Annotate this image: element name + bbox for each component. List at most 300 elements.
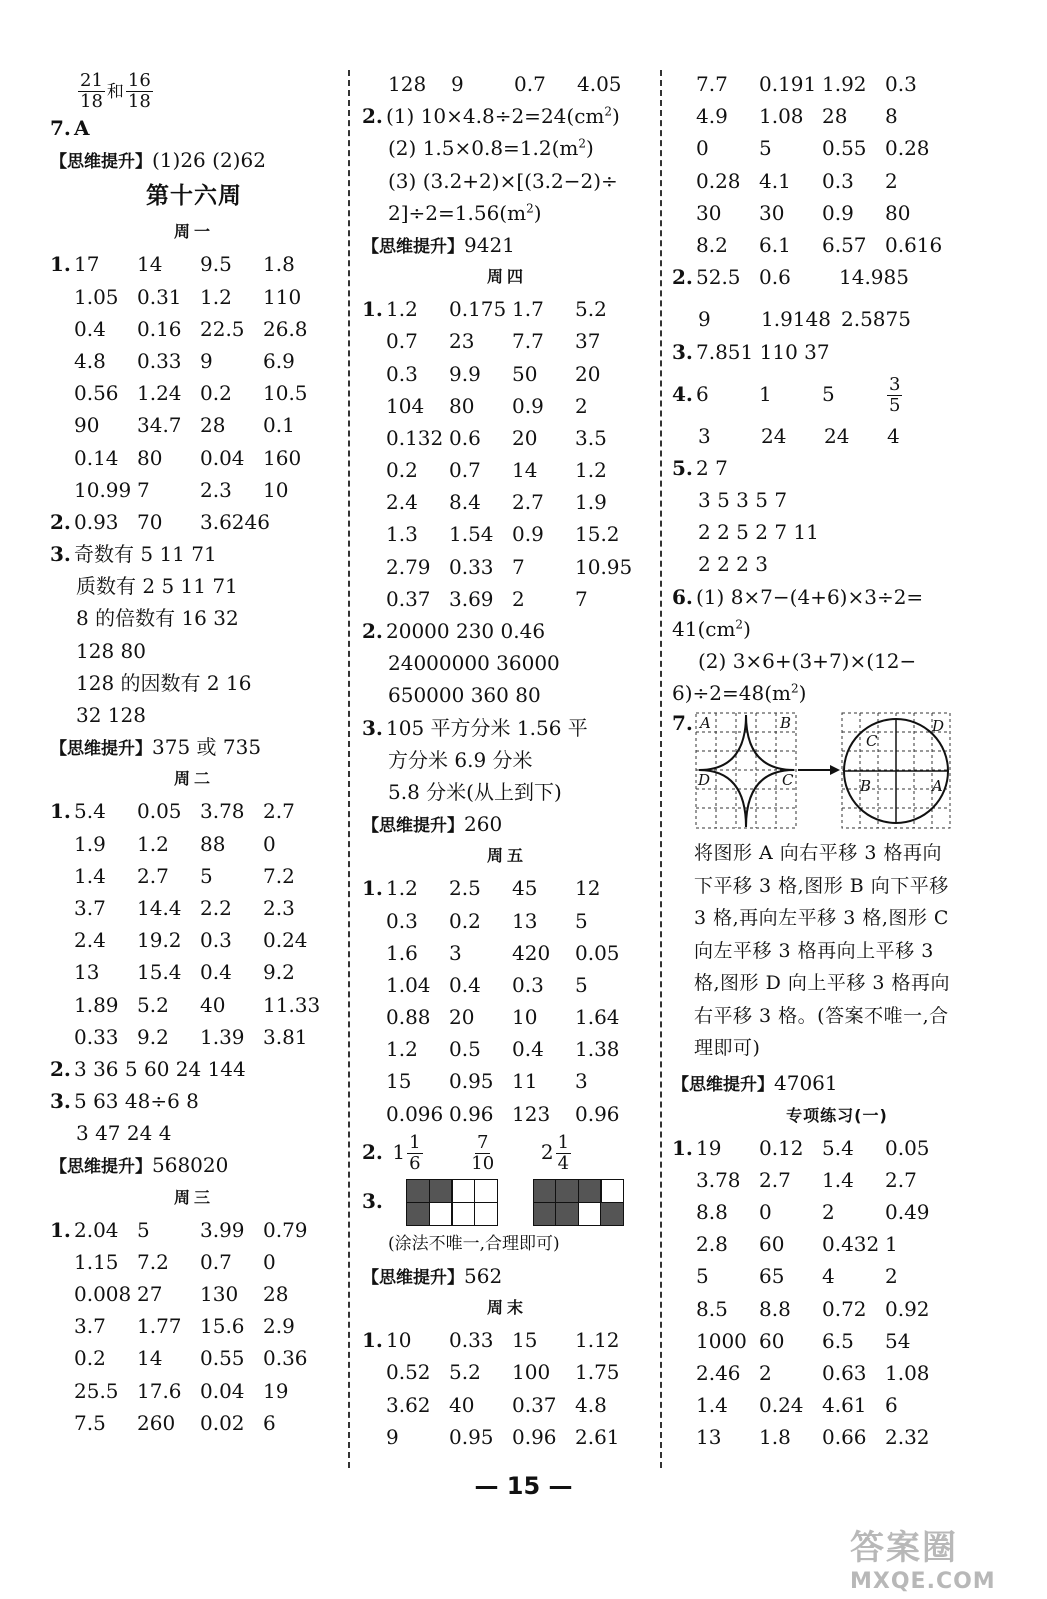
- answer-cell: 88: [200, 831, 226, 856]
- q7-figure-row: [672, 709, 1002, 837]
- answer-cell: 5: [759, 136, 772, 161]
- answer-cell: 4.61: [822, 1393, 867, 1418]
- joiner-text: 和: [106, 82, 124, 102]
- answer-cell: 5: [575, 908, 588, 933]
- answer-cell: 1.4: [696, 1393, 728, 1418]
- answer-cell: 1.2: [575, 458, 607, 483]
- answer-cell: 1.12: [575, 1328, 620, 1353]
- answer-cell: 10: [263, 477, 289, 502]
- answer-cell: 0.93: [74, 509, 119, 534]
- label-d: D: [698, 771, 711, 790]
- answer-cell: 13: [696, 1425, 722, 1450]
- label-c-2: C: [866, 732, 878, 751]
- answer-cell: 2.4: [74, 928, 106, 953]
- answer-row: [362, 1421, 652, 1453]
- answer-cell: 14: [137, 252, 163, 277]
- answer-line: 41(cm: [672, 616, 736, 641]
- answer-cell: 1.15: [74, 1249, 119, 1274]
- answer-cell: 34.7: [137, 413, 182, 438]
- mon-q2: [50, 506, 338, 538]
- answer-cell: 80: [885, 200, 911, 225]
- answer-row: [362, 293, 652, 325]
- answer-cell: 6: [885, 1393, 898, 1418]
- answer-row: [362, 422, 652, 454]
- answer-cell: 0.16: [137, 316, 182, 341]
- q3-line: [672, 336, 1002, 368]
- answer-cell: 6.9: [263, 348, 295, 373]
- answer-cell: 1.38: [575, 1037, 620, 1062]
- answer-cell: 15: [512, 1328, 538, 1353]
- answer-cell: 2.3: [263, 895, 295, 920]
- answer-cell: 4.8: [575, 1392, 607, 1417]
- superscript: 2: [604, 104, 612, 119]
- answer-cell: 260: [137, 1410, 176, 1435]
- answer-cell: 123: [512, 1101, 551, 1126]
- day-title-weekend: 周末: [486, 1298, 527, 1318]
- answer-cell: 6.57: [822, 232, 867, 257]
- question-number: 1.: [362, 876, 383, 901]
- answer-cell: 3: [449, 940, 462, 965]
- answer-cell: 0.28: [885, 136, 930, 161]
- numerator: 3: [889, 373, 901, 395]
- answer-cell: 2: [575, 393, 588, 418]
- q2-line: [672, 261, 1002, 293]
- question-number: 1.: [50, 799, 71, 824]
- answer-cell: 24: [761, 423, 787, 448]
- answer-cell: 28: [263, 1282, 289, 1306]
- answer-cell: 420: [512, 940, 551, 965]
- answer-cell: 30: [759, 200, 785, 225]
- fraction: [887, 375, 902, 416]
- answer-cell: 1.9: [74, 831, 106, 856]
- question-number: 3.: [50, 1089, 71, 1114]
- answer-cell: 15.6: [200, 1314, 245, 1339]
- answer-cell: 2: [885, 1264, 898, 1289]
- watermark-text: 答案圈: [850, 1528, 958, 1568]
- answer-cell: 2: [885, 168, 898, 193]
- answer-cell: 0.4: [200, 960, 232, 985]
- answer-cell: 0.33: [74, 1024, 119, 1049]
- siwei-answer: [50, 1149, 338, 1181]
- tue-q3: [50, 1085, 338, 1117]
- answer-cell: 0.02: [200, 1410, 245, 1435]
- answer-row: [50, 313, 338, 345]
- answer-cell: 3: [575, 1069, 588, 1094]
- answer-cell: 24: [824, 423, 850, 448]
- answer-cell: 0.7: [449, 458, 481, 483]
- column-3: [672, 68, 1002, 1453]
- siwei-tag: 【思维提升】: [672, 1075, 774, 1096]
- numerator: 7: [476, 1131, 489, 1153]
- question-number: 7.: [50, 116, 71, 140]
- q6-line: [672, 581, 1002, 613]
- day-title-fri: 周五: [486, 846, 527, 866]
- answer-row: [50, 1214, 338, 1246]
- answer-cell: 22.5: [200, 316, 245, 341]
- answer-cell: 0.96: [449, 1101, 494, 1126]
- answer-row: [362, 1065, 652, 1097]
- wed-q1-grid: [50, 1214, 338, 1439]
- siwei-answer: [362, 1260, 652, 1292]
- answer-row: [672, 1293, 1002, 1325]
- answer-cell: 15.4: [137, 960, 182, 985]
- thu-q3: [362, 712, 652, 744]
- special-q1-grid: [672, 1132, 1002, 1454]
- answer-cell: 26.8: [263, 316, 308, 341]
- answer-cell: 1.75: [575, 1360, 620, 1385]
- question-number: 1.: [50, 252, 71, 277]
- fri-q3: [362, 1174, 652, 1228]
- answer-line: 质数有 2 5 11 71: [76, 574, 238, 599]
- answer-cell: 45: [512, 876, 538, 901]
- answer-line: 方分米 6.9 分米: [388, 747, 533, 772]
- shaded-grid-1: [406, 1179, 496, 1226]
- answer-cell: 5: [696, 1264, 709, 1289]
- answer-row: [672, 1260, 1002, 1292]
- answer-row: [50, 281, 338, 313]
- day-title-mon: 周一: [173, 222, 214, 242]
- label-b-2: B: [860, 777, 872, 796]
- answer-cell: 23: [449, 329, 475, 354]
- answer-cell: 25.5: [74, 1378, 119, 1403]
- answer-cell: 0.7: [200, 1249, 232, 1274]
- answer-cell: 5: [822, 381, 835, 406]
- answer-row: [672, 1196, 1002, 1228]
- column-2: [362, 68, 652, 1453]
- answer-cell: 11.33: [263, 992, 321, 1017]
- answer-cell: 11: [512, 1069, 538, 1094]
- siwei-text: 568020: [152, 1153, 229, 1178]
- answer-cell: 3.81: [263, 1024, 308, 1049]
- answer-row: [362, 551, 652, 583]
- q5-line: [672, 452, 1002, 484]
- answer-row: [672, 100, 1002, 132]
- answer-line: 2 2 2 3: [698, 552, 768, 577]
- mon-q3: [50, 538, 338, 570]
- answer-cell: 0.37: [386, 586, 431, 611]
- answer-row: [362, 1389, 652, 1421]
- answer-cell: 10.95: [575, 554, 633, 579]
- answer-cell: 0.14: [74, 445, 119, 470]
- answer-line: 3 47 24 4: [76, 1121, 172, 1146]
- answer-cell: 0.7: [386, 329, 418, 354]
- answer-cell: 0.88: [386, 1005, 431, 1030]
- answer-cell: 14.4: [137, 895, 182, 920]
- answer-cell: 0.05: [575, 940, 620, 965]
- denominator: 18: [80, 91, 103, 112]
- label-a: A: [700, 714, 711, 733]
- label-b: B: [780, 714, 792, 733]
- answer-cell: 7.2: [263, 863, 295, 888]
- answer-cell: 9.2: [263, 960, 295, 985]
- question-number: 1.: [362, 1328, 383, 1353]
- answer-cell: 17.6: [137, 1378, 182, 1403]
- answer-cell: 0.9: [822, 200, 854, 225]
- denominator: 4: [557, 1152, 570, 1174]
- answer-row: [50, 795, 338, 827]
- answer-cell: 5.4: [822, 1135, 854, 1160]
- column-divider-1: [348, 70, 350, 1468]
- answer-cell: 104: [386, 393, 425, 418]
- fraction: [556, 1133, 571, 1174]
- answer-cell: 15: [386, 1069, 412, 1094]
- answer-cell: 6.5: [822, 1328, 854, 1353]
- siwei-tag: 【思维提升】: [50, 739, 152, 760]
- answer-cell: 1.24: [137, 381, 182, 406]
- answer-row: [50, 442, 338, 474]
- answer-cell: 5: [575, 972, 588, 997]
- answer-cell: 1.39: [200, 1024, 245, 1049]
- answer-cell: 0.6: [759, 265, 791, 290]
- siwei-text: 260: [464, 812, 503, 837]
- question-number: 6.: [672, 584, 693, 609]
- answer-row: [672, 1421, 1002, 1453]
- answer-row: [672, 132, 1002, 164]
- answer-cell: 0.3: [386, 908, 418, 933]
- answer-cell: 12: [575, 876, 601, 901]
- answer-cell: 10: [386, 1328, 412, 1353]
- answer-row: [362, 583, 652, 615]
- answer-cell: 0.24: [263, 928, 308, 953]
- answer-cell: 2.5875: [841, 307, 911, 332]
- answer-cell: 6.1: [759, 232, 791, 257]
- answer-cell: 1.2: [137, 831, 169, 856]
- answer-cell: 5: [137, 1217, 150, 1242]
- column-1: [50, 68, 338, 1439]
- answer-line: (2) 3×6+(3+7)×(12−: [698, 649, 917, 673]
- answer-line: 5 63 48÷6 8: [74, 1089, 199, 1114]
- siwei-tag: 【思维提升】: [362, 1268, 464, 1288]
- answer-text: A: [74, 116, 90, 140]
- question-number: 2.: [50, 1056, 71, 1081]
- answer-row: [362, 1001, 652, 1033]
- answer-cell: 0.92: [885, 1296, 930, 1321]
- answer-cell: 3.6246: [200, 509, 270, 534]
- answer-line: 20000 230 0.46: [386, 619, 546, 643]
- answer-cell: 1.64: [575, 1005, 620, 1030]
- answer-cell: 0.4: [449, 972, 481, 997]
- shaded-grid-2: [533, 1179, 623, 1226]
- answer-cell: 1.7: [512, 297, 544, 322]
- answer-row: [50, 1021, 338, 1053]
- answer-line: 8 的倍数有 16 32: [76, 606, 239, 631]
- answer-cell: 0.4: [74, 316, 106, 341]
- q2-line: (2) $1.5\times 0.8=1.2(m^2)$: [388, 136, 594, 161]
- answer-row: [50, 989, 338, 1021]
- answer-cell: 0.3: [885, 72, 917, 96]
- answer-cell: 17: [74, 252, 100, 277]
- answer-cell: 0.3: [512, 972, 544, 997]
- answer-cell: 20: [575, 361, 601, 386]
- answer-cell: 27: [137, 1282, 163, 1306]
- answer-cell: 5.2: [137, 992, 169, 1017]
- answer-cell: 28: [822, 104, 848, 129]
- answer-cell: 6: [263, 1410, 276, 1435]
- answer-cell: 1.3: [386, 522, 418, 547]
- answer-cell: 7.7: [696, 72, 728, 96]
- superscript: 2: [578, 136, 587, 151]
- answer-line: 24000000 36000: [388, 651, 560, 676]
- answer-cell: 7: [575, 586, 588, 611]
- answer-cell: 0.28: [696, 168, 741, 193]
- answer-cell: 2.61: [575, 1424, 620, 1449]
- answer-cell: 1.2: [386, 297, 418, 322]
- answer-cell: 0.63: [822, 1360, 867, 1385]
- answer-row: [362, 325, 652, 357]
- answer-cell: 7: [512, 554, 525, 579]
- answer-cell: 0.3: [822, 168, 854, 193]
- answer-7: [50, 112, 338, 144]
- answer-cell: 14.985: [839, 265, 909, 290]
- answer-cell: 0.49: [885, 1199, 930, 1224]
- answer-cell: 2.46: [696, 1360, 741, 1385]
- answer-cell: 3.7: [74, 1314, 106, 1339]
- answer-row: [672, 1325, 1002, 1357]
- siwei-answer: [50, 144, 338, 176]
- question-number: 3.: [362, 715, 383, 740]
- answer-row: [362, 1356, 652, 1388]
- answer-cell: 4: [822, 1264, 835, 1289]
- answer-cell: 0.33: [449, 554, 494, 579]
- answer-cell: 1.77: [137, 1314, 182, 1339]
- answer-row: [362, 937, 652, 969]
- answer-cell: 1.2: [386, 1037, 418, 1062]
- answer-cell: 0.31: [137, 284, 182, 309]
- denominator: 6: [409, 1152, 421, 1174]
- answer-row: [50, 1310, 338, 1342]
- thu-q2: [362, 615, 652, 647]
- answer-cell: 0.3: [200, 928, 232, 953]
- siwei-answer: [362, 229, 652, 261]
- answer-cell: 54: [885, 1328, 911, 1353]
- answer-row: [362, 872, 652, 904]
- answer-cell: 70: [137, 509, 163, 534]
- question-number: 2.: [362, 104, 383, 129]
- answer-cell: 4.1: [759, 168, 791, 193]
- siwei-tag: 【思维提升】: [362, 816, 464, 837]
- answer-cell: 0: [759, 1199, 772, 1224]
- answer-cell: 3: [698, 423, 711, 448]
- answer-cell: 1.4: [822, 1167, 854, 1192]
- answer-cell: 8: [885, 104, 898, 129]
- answer-cell: 3.62: [386, 1392, 431, 1417]
- answer-cell: 8.5: [696, 1296, 728, 1321]
- denominator: 10: [471, 1152, 495, 1174]
- q7-explanation: 将图形 A 向右平移 3 格再向下平移 3 格,图形 B 向下平移 3 格,再向左平移 3 格,图形 C 向左平移 3 格再向上平移 3 格,图形 D 向上平移 3 格再向右平移 3 格。(答案不唯一,合理即可): [694, 842, 951, 1060]
- answer-row: [362, 969, 652, 1001]
- answer-cell: 0.4: [512, 1037, 544, 1062]
- answer-cell: 2: [759, 1360, 772, 1385]
- answer-line: (1) 10×4.8÷2=24(cm: [386, 104, 605, 129]
- q2-line: [672, 303, 1002, 335]
- answer-line: 2 7: [696, 455, 728, 480]
- superscript: 2: [526, 201, 534, 216]
- answer-cell: 1.2: [200, 284, 232, 309]
- special-practice-title: 专项练习(一): [786, 1105, 888, 1125]
- answer-row: [672, 1132, 1002, 1164]
- question-number: 5.: [672, 455, 693, 480]
- answer-line: 7.851 110 37: [696, 339, 830, 364]
- answer-cell: 0.2: [74, 1346, 106, 1371]
- label-a-2: A: [932, 777, 943, 796]
- page-number: — 15 —: [474, 1472, 573, 1500]
- siwei-text: 9421: [464, 232, 515, 257]
- day-title-tue: 周二: [173, 769, 214, 789]
- answer-cell: 0.55: [200, 1346, 245, 1371]
- answer-cell: 8.8: [759, 1296, 791, 1321]
- answer-cell: 4.8: [74, 348, 106, 373]
- answer-row: [50, 248, 338, 280]
- answer-cell: 2.7: [512, 490, 544, 515]
- answer-cell: 1.8: [263, 252, 295, 277]
- answer-cell: 4.05: [577, 72, 622, 96]
- answer-line: 105 平方分米 1.56 平: [386, 715, 588, 740]
- answer-cell: 0.2: [449, 908, 481, 933]
- answer-cell: 0.79: [263, 1217, 308, 1242]
- answer-line: (3) (3.2+2)×[(3.2−2)÷: [388, 168, 618, 193]
- answer-cell: 0.04: [200, 1378, 245, 1403]
- answer-cell: 9: [698, 307, 711, 332]
- answer-row: [362, 1033, 652, 1065]
- answer-cell: 2.32: [885, 1425, 930, 1450]
- answer-row: [362, 486, 652, 518]
- answer-cell: 8.8: [696, 1199, 728, 1224]
- question-number: 1.: [672, 1135, 693, 1160]
- answer-row: [672, 68, 1002, 100]
- answer-cell: 2.7: [759, 1167, 791, 1192]
- day-title-wed: 周三: [173, 1187, 214, 1207]
- answer-cell: 1.08: [885, 1360, 930, 1385]
- answer-cell: 1.04: [386, 972, 431, 997]
- answer-cell: 2.7: [885, 1167, 917, 1192]
- answer-cell: 30: [696, 200, 722, 225]
- answer-cell: 1.05: [74, 284, 119, 309]
- answer-cell: 0.616: [885, 232, 943, 257]
- answer-cell: 130: [200, 1282, 239, 1306]
- answer-cell: 50: [512, 361, 538, 386]
- answer-cell: 2: [512, 586, 525, 611]
- q2-line: 2. (1) $10\times 4.8\div 2=24(cm^2)$: [362, 100, 652, 132]
- siwei-text: (1)26 (2)62: [152, 148, 266, 173]
- answer-line: 6)÷2=48(m: [672, 681, 791, 706]
- answer-cell: 9: [451, 72, 464, 96]
- answer-cell: 9.9: [449, 361, 481, 386]
- question-number: 2.: [362, 619, 383, 643]
- answer-cell: 0.33: [137, 348, 182, 373]
- answer-cell: 7.7: [512, 329, 544, 354]
- answer-cell: 1.6: [386, 940, 418, 965]
- answer-cell: 1000: [696, 1328, 747, 1353]
- answer-cell: 0.55: [822, 136, 867, 161]
- answer-row: [50, 1375, 338, 1407]
- answer-cell: 0: [696, 136, 709, 161]
- answer-cell: 5.2: [449, 1360, 481, 1385]
- answer-cell: 2.9: [263, 1314, 295, 1339]
- answer-cell: 1.4: [74, 863, 106, 888]
- answer-row: [362, 358, 652, 390]
- tue-q1-grid: [50, 795, 338, 1053]
- fraction: [469, 1133, 496, 1174]
- answer-cell: 7.2: [137, 1249, 169, 1274]
- numerator: 16: [127, 70, 151, 91]
- answer-line: 3 5 3 5 7: [698, 488, 788, 513]
- answer-cell: 15.2: [575, 522, 620, 547]
- answer-cell: 3.7: [74, 895, 106, 920]
- answer-cell: 19.2: [137, 928, 182, 953]
- question-number: 3.: [362, 1188, 383, 1213]
- mixed-whole: 1: [392, 1139, 406, 1164]
- answer-cell: 0.2: [386, 458, 418, 483]
